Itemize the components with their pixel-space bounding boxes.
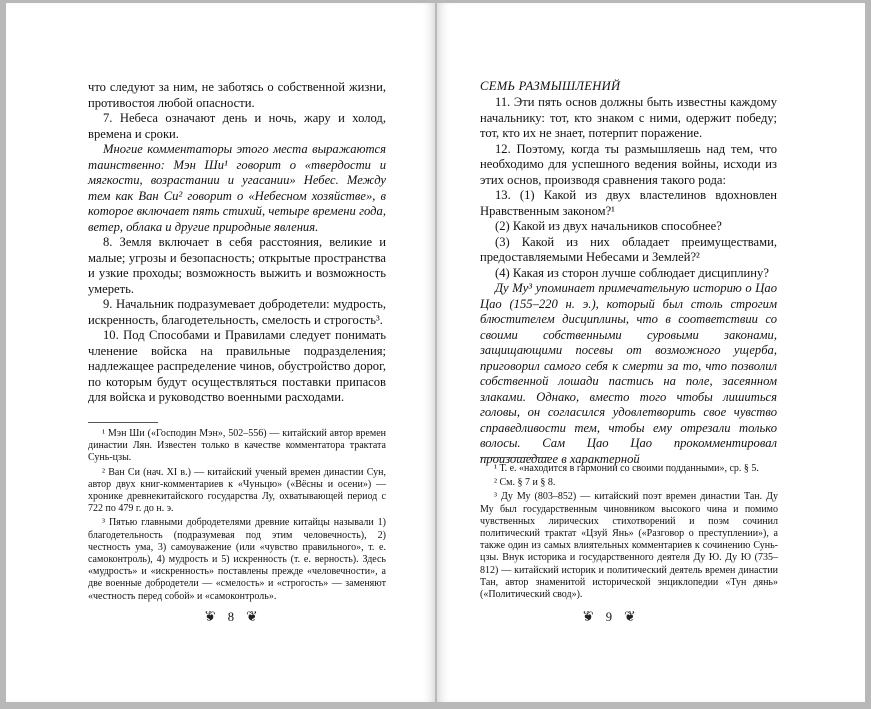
commentary-paragraph — [88, 142, 386, 235]
footnote: ³ Ду Му (803–852) — китайский поэт времен династии Тан. Ду Му был государственным чиновником высокого чина и помимо чувственных лирических стихотворений и поэм сочинил политический трактат «Цзуй Янь» («Разговор о преступлении»), а также один из самых влиятельных комментариев к сочинению Сунь-цзы. Внук историка и государственного деятеля Ду Ю. Ду Ю (735–812) — китайский историк и политический деятель времен династии Тан, автор знаменитой исторической энциклопедии «Тун дянь» («Политический свод»). — [480, 491, 778, 601]
paragraph-text: (3) Какой из них обладает преимуществами, предоставляемыми Небесами и Землей?² — [480, 234, 777, 264]
footnote: ¹ Мэн Ши («Господин Мэн», 502–556) — китайский автор времен династии Лян. Известен только в качестве комментатора трактата Сунь-цзы. — [88, 428, 386, 464]
paragraph — [88, 80, 386, 111]
paragraph-text: (2) Какой из двух начальников способнее? — [495, 219, 722, 233]
left-page-folio — [204, 607, 258, 627]
page-number: 8 — [227, 609, 235, 624]
right-body-text — [480, 95, 777, 467]
fleuron-ornament-icon: ❦ — [582, 609, 594, 625]
fleuron-ornament-icon: ❦ — [204, 609, 216, 625]
right-footnotes — [480, 463, 778, 603]
paragraph — [88, 328, 386, 406]
footnote-divider — [480, 457, 550, 458]
footnote: ³ Пятью главными добродетелями древние китайцы называли 1) благодетельность (подразумевая под этим человечность), 2) честность ума, 3) самоуважение (или «чувство правильного», т. е. самоконтроль), 4) мудрость и 5) искренность (т. е. верность). Здесь «мудрость» и «искренность» поставлены прежде «человечности», а две военные добродетели — «смелость» и «строгость» — заменяют «честность перед собой» и «самоконтроль». — [88, 517, 386, 602]
fleuron-ornament-icon: ❦ — [624, 609, 636, 625]
paragraph — [88, 297, 386, 328]
paragraph — [88, 111, 386, 142]
left-body-text — [88, 80, 386, 406]
paragraph-text: 7. Небеса означают день и ночь, жару и холод, времена и сроки. — [88, 111, 386, 141]
paragraph-text: 12. Поэтому, когда ты размышляешь над тем, что необходимо для успешного ведения войны, исходи из этих основ, производя сравнения такого рода: — [480, 141, 777, 187]
left-footnotes — [88, 428, 386, 605]
fleuron-ornament-icon: ❦ — [246, 609, 258, 625]
footnote: ² Ван Си (нач. XI в.) — китайский ученый времен династии Сун, автор двух книг-комментариев к «Чуньцю» («Вёсны и осени») — хронике древнекитайского государства Лу, охватывающей период с 722 по 479 г. до н. э. — [88, 466, 386, 515]
paragraph-text: Ду Му³ упоминает примечательную историю о Цао Цао (155–220 н. э.), который был столь строгим блюстителем дисциплины, что в соответствии со своими собственными суровыми законами, защищающими посевы от возможного ущерба, приговорил самого себя к смерти за то, что позволил собственной лошади пастись на поле, засеянном злаками. Однако, вместо того чтобы лишиться головы, он согласился удовлетворить свое чувство справедливости тем, чтобы ему отрезали только волосы. Сам Цао Цао прокомментировал произошедшее в характерной — [480, 281, 777, 466]
paragraph-text: 13. (1) Какой из двух властелинов вдохновлен Нравственным законом?¹ — [480, 188, 777, 218]
left-page — [6, 3, 435, 702]
paragraph — [480, 95, 777, 142]
footnote: ¹ Т. е. «находится в гармонии со своими подданными», ср. § 5. — [494, 463, 759, 474]
page-number: 9 — [605, 609, 613, 624]
paragraph — [480, 142, 777, 189]
paragraph-text: 11. Эти пять основ должны быть известны каждому начальнику: тот, кто знаком с ними, одержит победу; тот, кто их не знает, потерпит поражение. — [480, 95, 777, 140]
footnote-divider — [88, 422, 158, 423]
commentary-paragraph — [480, 281, 777, 467]
paragraph-text: 8. Земля включает в себя расстояния, великие и малые; угрозы и безопасность; открытые пространства и узкие проходы; возможность выжить и возможность умереть. — [88, 235, 386, 296]
paragraph — [480, 266, 777, 282]
running-head: СЕМЬ РАЗМЫШЛЕНИЙ — [480, 79, 621, 93]
paragraph-text: 10. Под Способами и Правилами следует понимать членение войска на правильные подразделения; надлежащее распределение чинов, обустройство дорог, по которым будут осуществляться поставки припасов для войска и руководство военными расходами. — [88, 328, 386, 404]
paragraph — [480, 219, 777, 235]
right-page — [437, 3, 865, 702]
paragraph — [480, 235, 777, 266]
footnote: ² См. § 7 и § 8. — [494, 477, 556, 489]
paragraph — [88, 235, 386, 297]
paragraph — [480, 188, 777, 219]
paragraph-text: Многие комментаторы этого места выражаются таинственно: Мэн Ши¹ говорит о «твердости и мягкости, возрастании и угасании» Небес. Между тем как Ван Си² говорит о «Небесном хозяйстве», в которое включает пять стихий, четыре времени года, ветер, облака и другие природные явления. — [88, 142, 386, 234]
paragraph-text: (4) Какая из сторон лучше соблюдает дисциплину? — [495, 265, 769, 280]
paragraph-text: что следуют за ним, не заботясь о собственной жизни, противостоя любой опасности. — [88, 80, 386, 110]
paragraph-text: 9. Начальник подразумевает добродетели: мудрость, искренность, благодетельность, смелость и строгость³. — [88, 297, 386, 327]
right-page-folio — [582, 607, 636, 627]
